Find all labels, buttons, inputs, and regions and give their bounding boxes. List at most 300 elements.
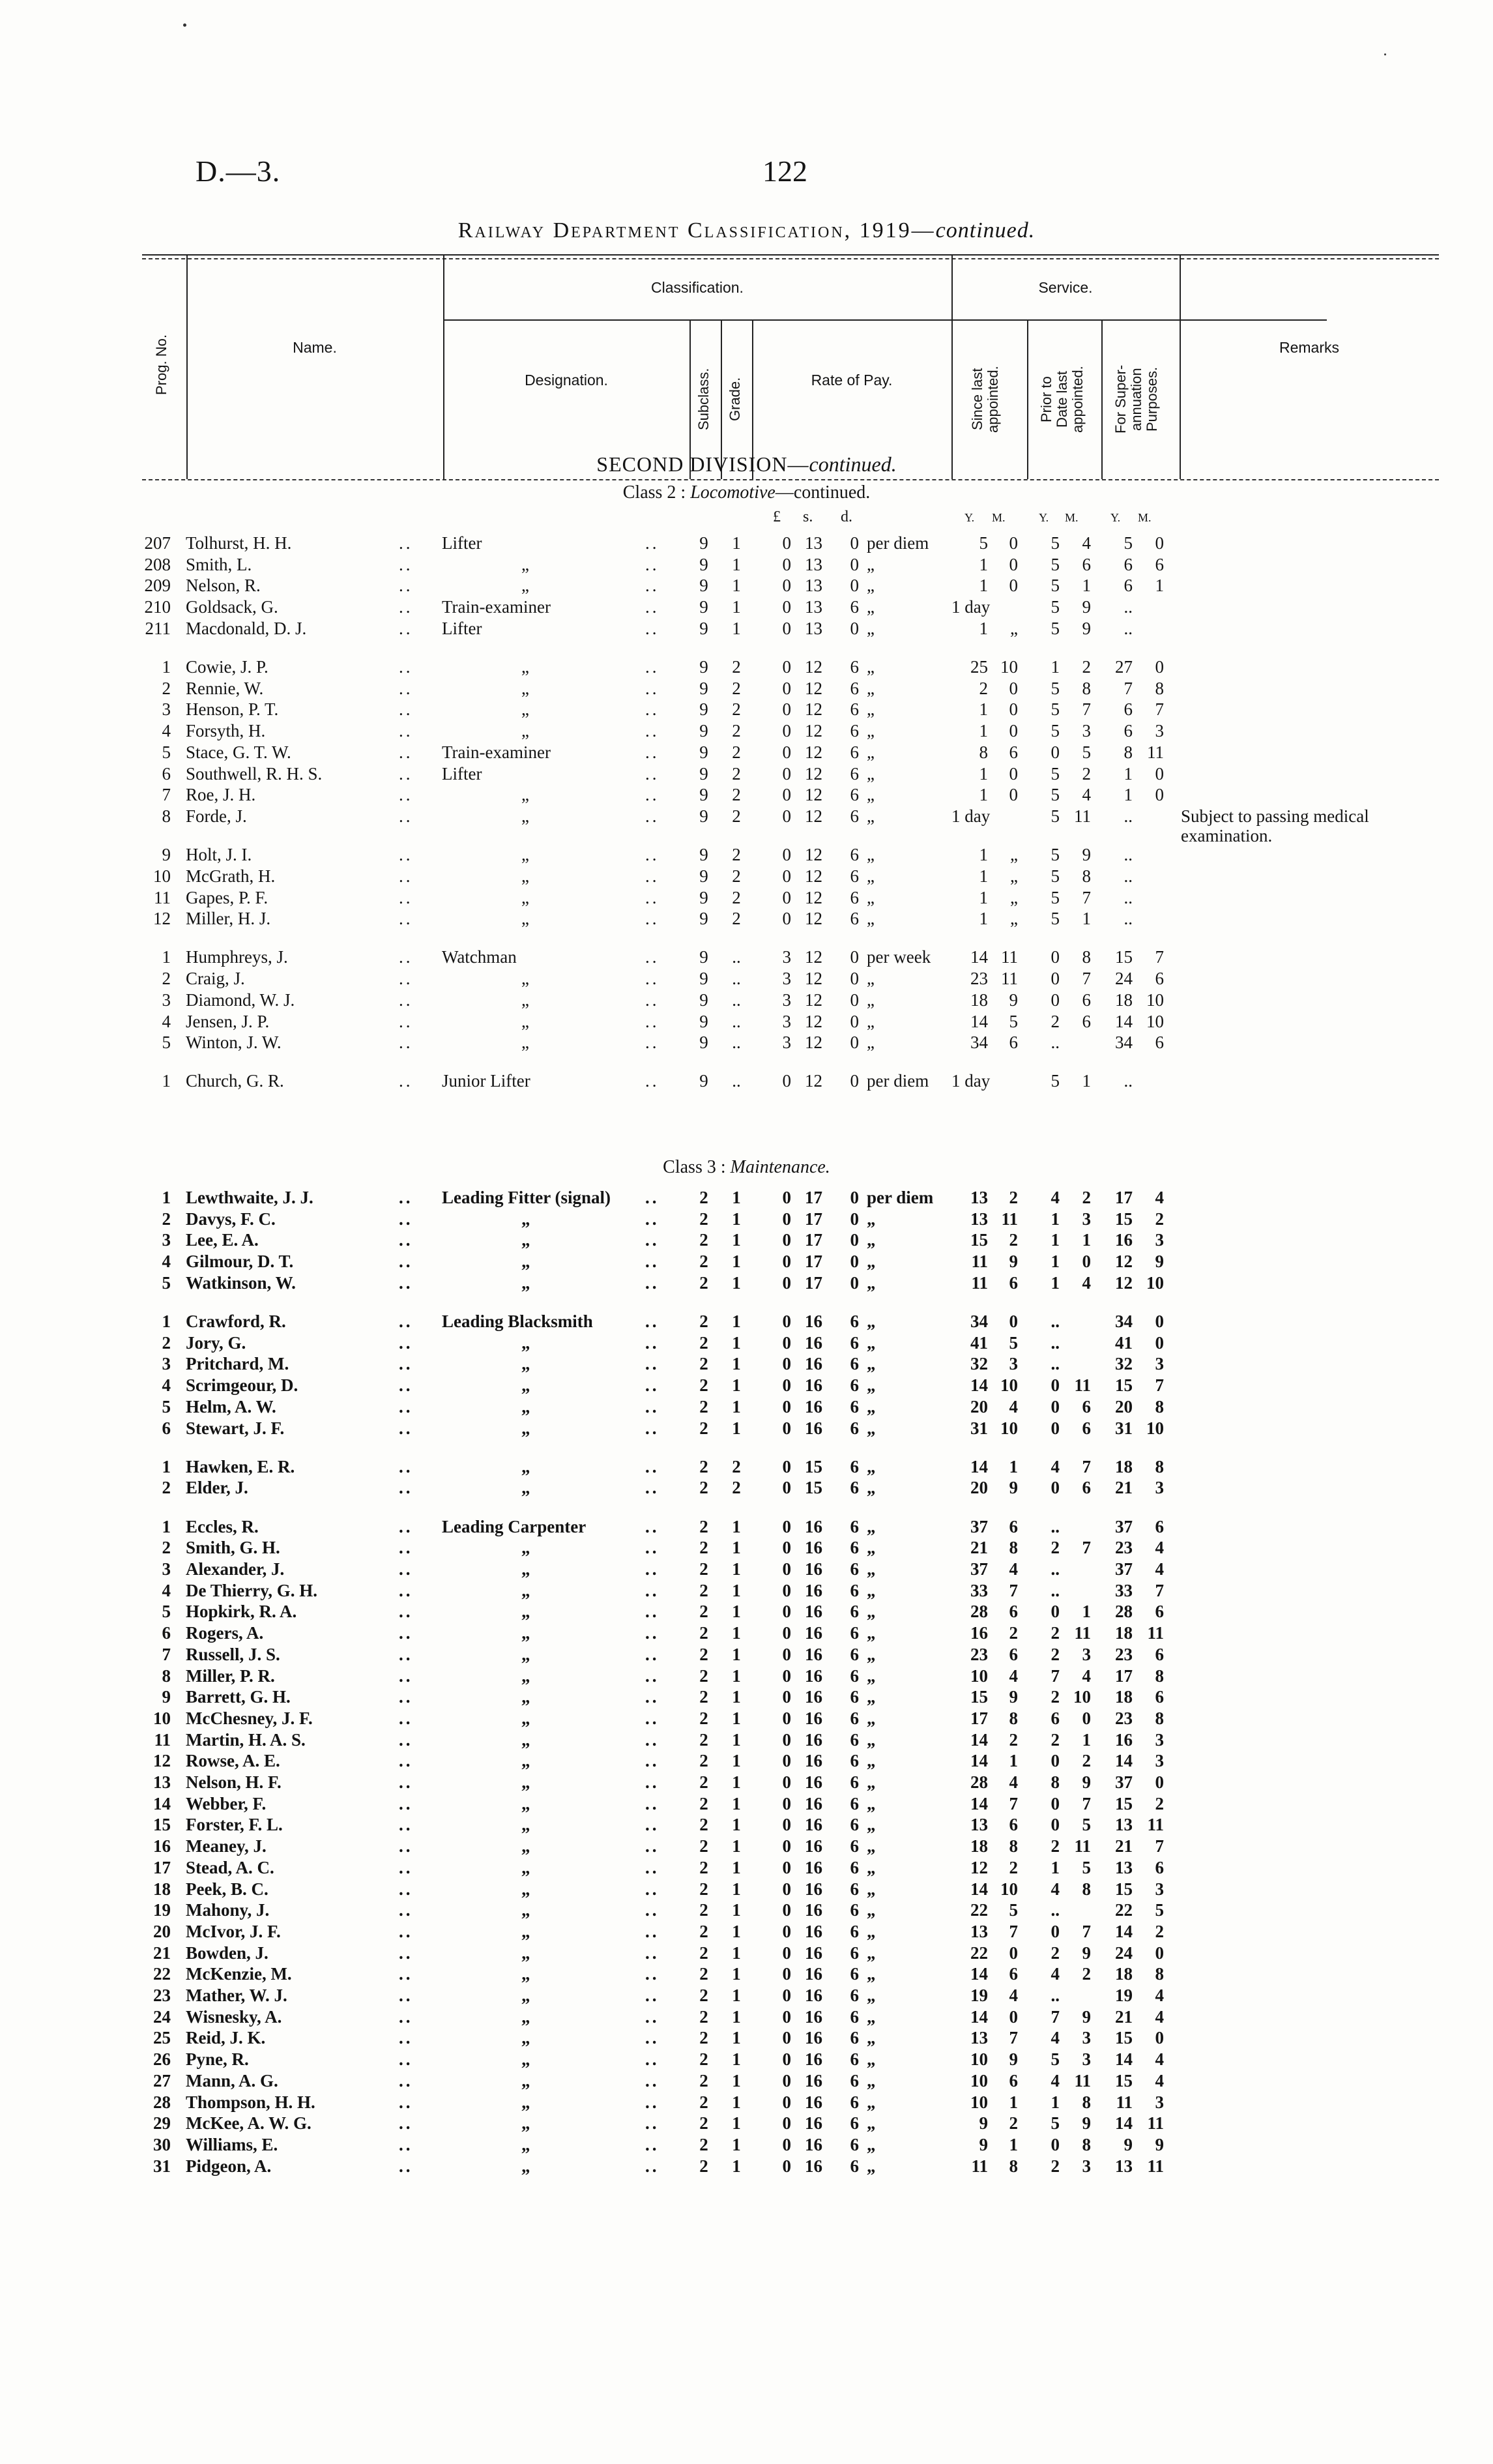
prior-months: 5 xyxy=(1082,742,1091,762)
grade: 1 xyxy=(732,1772,741,1792)
pay-period: „ xyxy=(867,1418,876,1438)
pay-shillings: 16 xyxy=(805,1836,822,1856)
pay-period: per diem xyxy=(867,533,929,553)
leader-dots: .. xyxy=(399,909,413,929)
designation: „ xyxy=(521,721,529,741)
table-row xyxy=(0,1354,1493,1373)
since-months: 7 xyxy=(1009,1793,1018,1813)
prog-no: 26 xyxy=(153,2049,171,2070)
since-months: 10 xyxy=(1000,657,1018,677)
leader-dots: .. xyxy=(399,1033,413,1053)
since-months: 8 xyxy=(1009,1708,1018,1728)
since-years: 8 xyxy=(979,742,988,762)
leader-dots: .. xyxy=(645,576,660,596)
since-years: 1 xyxy=(979,618,988,638)
designation: „ xyxy=(521,1964,530,1984)
prog-no: 3 xyxy=(162,1559,171,1579)
leader-dots: .. xyxy=(645,2070,660,2090)
pay-pence: 6 xyxy=(850,1793,859,1813)
designation: „ xyxy=(521,1375,530,1396)
leader-dots: .. xyxy=(645,1456,660,1476)
prior-years: 1 xyxy=(1051,1857,1060,1877)
subclass: 2 xyxy=(699,1354,708,1374)
table-row xyxy=(0,1581,1493,1600)
designation: „ xyxy=(521,1836,530,1856)
prior-months: 1 xyxy=(1082,1230,1091,1250)
pay-pence: 0 xyxy=(850,576,859,596)
prog-no: 4 xyxy=(162,1375,171,1396)
pay-pence: 0 xyxy=(850,990,859,1010)
subclass: 2 xyxy=(699,1188,708,1207)
since-months: 6 xyxy=(1009,1964,1018,1984)
leader-dots: .. xyxy=(645,1644,660,1664)
table-row xyxy=(0,1645,1493,1664)
pay-period: „ xyxy=(867,1538,876,1558)
prior-years: 1 xyxy=(1051,657,1060,677)
prior-months: 1 xyxy=(1082,576,1091,596)
leader-dots: .. xyxy=(645,845,660,865)
prog-no: 4 xyxy=(162,1011,171,1031)
employee-name: Russell, J. S. xyxy=(186,1644,280,1664)
super-years: .. xyxy=(1123,618,1133,638)
leader-dots: .. xyxy=(399,1772,413,1792)
pay-period: „ xyxy=(867,1857,876,1877)
subclass: 9 xyxy=(699,657,708,677)
pay-pence: 6 xyxy=(850,763,859,784)
pay-pounds: 0 xyxy=(782,1986,791,2005)
leader-dots: .. xyxy=(645,806,660,826)
pay-pounds: 0 xyxy=(782,1772,791,1792)
since-years: 13 xyxy=(970,1921,988,1941)
pay-period: „ xyxy=(867,657,875,677)
prior-months: 4 xyxy=(1082,533,1091,553)
leader-dots: .. xyxy=(399,1559,413,1579)
leader-dots: .. xyxy=(645,1559,660,1579)
prior-years: 0 xyxy=(1051,1418,1060,1438)
since-years: 21 xyxy=(970,1538,988,1558)
subclass: 2 xyxy=(699,2092,708,2112)
leader-dots: .. xyxy=(399,866,413,886)
leader-dots: .. xyxy=(399,1751,413,1771)
pay-pounds: 0 xyxy=(782,1644,791,1664)
subclass: 2 xyxy=(699,2156,708,2176)
since-years: 14 xyxy=(970,2006,988,2027)
since-months: 0 xyxy=(1009,1943,1018,1963)
pay-shillings: 16 xyxy=(805,1964,822,1984)
leader-dots: .. xyxy=(645,1272,660,1293)
leader-dots: .. xyxy=(399,597,413,617)
pay-pence: 6 xyxy=(850,2156,859,2176)
employee-name: Martin, H. A. S. xyxy=(186,1729,306,1750)
pay-pence: 0 xyxy=(850,1230,859,1250)
leader-dots: .. xyxy=(399,1729,413,1750)
prog-no: 210 xyxy=(144,597,171,617)
pay-shillings: 16 xyxy=(805,2134,822,2154)
grade: .. xyxy=(732,969,741,989)
prior-years: 0 xyxy=(1051,1751,1060,1771)
designation: „ xyxy=(521,576,529,596)
employee-name: Mann, A. G. xyxy=(186,2070,278,2090)
since-years: 22 xyxy=(970,1900,988,1920)
designation: „ xyxy=(521,1456,530,1476)
prior-years: .. xyxy=(1051,1516,1060,1536)
prog-no: 12 xyxy=(153,909,171,929)
super-years: 14 xyxy=(1115,2049,1133,2070)
pay-period: „ xyxy=(867,785,875,805)
leader-dots: .. xyxy=(645,2134,660,2154)
designation: „ xyxy=(521,2134,530,2154)
prior-months: 9 xyxy=(1082,2113,1091,2134)
prior-years: .. xyxy=(1051,1900,1060,1920)
prior-years: 2 xyxy=(1051,1538,1060,1558)
leader-dots: .. xyxy=(399,533,413,553)
super-months: 2 xyxy=(1155,1921,1164,1941)
designation: „ xyxy=(521,699,529,720)
pay-pounds: 0 xyxy=(782,1964,791,1984)
table-row xyxy=(0,1538,1493,1557)
unit-months: M. xyxy=(1138,511,1152,524)
pay-shillings: 12 xyxy=(805,969,822,989)
designation: „ xyxy=(521,554,529,574)
grade: 1 xyxy=(732,1312,741,1331)
pay-shillings: 12 xyxy=(805,699,822,720)
pay-pence: 6 xyxy=(850,1665,859,1686)
pay-pounds: 0 xyxy=(782,1230,791,1250)
prog-no: 10 xyxy=(153,866,171,886)
table-row xyxy=(0,1964,1493,1984)
designation: „ xyxy=(521,1900,530,1920)
table-row xyxy=(0,1478,1493,1497)
prior-years: 0 xyxy=(1051,1478,1060,1498)
subclass: 9 xyxy=(699,742,708,762)
subclass: 2 xyxy=(699,1332,708,1353)
subclass: 2 xyxy=(699,2028,708,2048)
prior-months: 0 xyxy=(1082,1708,1091,1728)
super-months: 8 xyxy=(1155,1396,1164,1416)
super-years: .. xyxy=(1123,866,1133,886)
designation: Leading Fitter (signal) xyxy=(442,1188,611,1207)
pay-pounds: 3 xyxy=(782,969,791,989)
since-years: 5 xyxy=(979,533,988,553)
prior-months: 2 xyxy=(1082,1751,1091,1771)
pay-pence: 0 xyxy=(850,1252,859,1272)
prior-months: 8 xyxy=(1082,2092,1091,2112)
since-years: 9 xyxy=(979,2113,988,2134)
table-row xyxy=(0,1312,1493,1331)
super-years: 6 xyxy=(1123,576,1133,596)
pay-pounds: 0 xyxy=(782,1623,791,1643)
employee-name: Macdonald, D. J. xyxy=(186,618,307,638)
since-months: 2 xyxy=(1009,2113,1018,2134)
pay-pounds: 0 xyxy=(782,1516,791,1536)
since-years: 13 xyxy=(970,1815,988,1835)
pay-pounds: 0 xyxy=(782,1879,791,1899)
pay-period: „ xyxy=(867,1478,876,1498)
pay-pence: 0 xyxy=(850,1033,859,1053)
leader-dots: .. xyxy=(645,2006,660,2027)
pay-period: „ xyxy=(867,2134,876,2154)
super-years: 8 xyxy=(1123,742,1133,762)
prog-no: 4 xyxy=(162,1252,171,1272)
grade: 1 xyxy=(732,2070,741,2090)
subclass: 2 xyxy=(699,1836,708,1856)
employee-name: Nelson, H. F. xyxy=(186,1772,282,1792)
pay-pence: 6 xyxy=(850,1538,859,1558)
column-name: Name. xyxy=(293,339,337,356)
prior-years: 0 xyxy=(1051,742,1060,762)
table-row xyxy=(0,1418,1493,1438)
pay-pence: 6 xyxy=(850,845,859,865)
pay-shillings: 16 xyxy=(805,2028,822,2048)
prog-no: 6 xyxy=(162,1623,171,1643)
pay-shillings: 17 xyxy=(805,1188,822,1207)
since-years: 37 xyxy=(970,1516,988,1536)
super-months: 0 xyxy=(1155,1772,1164,1792)
employee-name: Pritchard, M. xyxy=(186,1354,289,1374)
employee-name: Forde, J. xyxy=(186,806,247,826)
grade: .. xyxy=(732,947,741,967)
leader-dots: .. xyxy=(399,2134,413,2154)
prior-months: 9 xyxy=(1082,597,1091,617)
super-months: 6 xyxy=(1155,1857,1164,1877)
subclass: 2 xyxy=(699,1815,708,1835)
leader-dots: .. xyxy=(645,618,660,638)
prior-months: 7 xyxy=(1082,1921,1091,1941)
prior-years: 5 xyxy=(1051,576,1060,596)
employee-name: Watkinson, W. xyxy=(186,1272,296,1293)
since-months: 9 xyxy=(1009,1687,1018,1707)
leader-dots: .. xyxy=(645,1836,660,1856)
pay-period: „ xyxy=(867,1033,875,1053)
subclass: 9 xyxy=(699,1033,708,1053)
super-years: 6 xyxy=(1123,721,1133,741)
prior-years: 8 xyxy=(1051,1772,1060,1792)
super-years: 12 xyxy=(1115,1272,1133,1293)
prior-years: 0 xyxy=(1051,1375,1060,1396)
since-years: 34 xyxy=(970,1312,988,1331)
leader-dots: .. xyxy=(645,1793,660,1813)
pay-pounds: 0 xyxy=(782,887,791,907)
grade: 1 xyxy=(732,2156,741,2176)
subclass: 9 xyxy=(699,721,708,741)
section-label: Class 3 : xyxy=(663,1157,731,1177)
leader-dots: .. xyxy=(645,1418,660,1438)
super-years: 37 xyxy=(1115,1516,1133,1536)
grade: 1 xyxy=(732,1793,741,1813)
pay-period: „ xyxy=(867,1687,876,1707)
pay-pounds: 0 xyxy=(782,699,791,720)
super-months: 4 xyxy=(1155,2049,1164,2070)
pay-period: „ xyxy=(867,969,875,989)
since-months: 4 xyxy=(1009,1559,1018,1579)
pay-period: „ xyxy=(867,1375,876,1396)
super-months: 9 xyxy=(1155,1252,1164,1272)
pay-pence: 6 xyxy=(850,1559,859,1579)
pay-shillings: 16 xyxy=(805,1396,822,1416)
employee-name: Tolhurst, H. H. xyxy=(186,533,292,553)
pay-period: „ xyxy=(867,1729,876,1750)
since-years: 1 xyxy=(979,887,988,907)
employee-name: Forster, F. L. xyxy=(186,1815,283,1835)
leader-dots: .. xyxy=(645,1375,660,1396)
subclass: 2 xyxy=(699,2006,708,2027)
employee-name: Roe, J. H. xyxy=(186,785,256,805)
pay-period: „ xyxy=(867,699,875,720)
prog-no: 14 xyxy=(153,1793,171,1813)
prior-months: 6 xyxy=(1082,1418,1091,1438)
prior-years: 2 xyxy=(1051,1644,1060,1664)
subclass: 2 xyxy=(699,1751,708,1771)
prior-months: 6 xyxy=(1082,1011,1091,1031)
leader-dots: .. xyxy=(399,990,413,1010)
employee-name: Gilmour, D. T. xyxy=(186,1252,294,1272)
leader-dots: .. xyxy=(399,969,413,989)
pay-pence: 6 xyxy=(850,909,859,929)
prior-months: 11 xyxy=(1074,2070,1091,2090)
designation: Lifter xyxy=(442,618,482,638)
prog-no: 18 xyxy=(153,1879,171,1899)
subclass: 2 xyxy=(699,2070,708,2090)
pay-shillings: 12 xyxy=(805,742,822,762)
pay-shillings: 16 xyxy=(805,1900,822,1920)
prog-no: 21 xyxy=(153,1943,171,1963)
subclass: 2 xyxy=(699,1687,708,1707)
designation: „ xyxy=(521,909,529,929)
grade: 2 xyxy=(732,785,741,805)
since-months: 0 xyxy=(1009,678,1018,698)
super-months: 6 xyxy=(1155,969,1164,989)
leader-dots: .. xyxy=(399,1580,413,1600)
subclass: 2 xyxy=(699,1516,708,1536)
grade: 2 xyxy=(732,806,741,826)
subclass: 2 xyxy=(699,1986,708,2005)
since-years: 18 xyxy=(970,990,988,1010)
super-years: 27 xyxy=(1115,657,1133,677)
pay-period: „ xyxy=(867,1644,876,1664)
pay-shillings: 12 xyxy=(805,763,822,784)
since-months: „ xyxy=(1010,618,1018,638)
since-years: 12 xyxy=(970,1857,988,1877)
super-years: 13 xyxy=(1115,1815,1133,1835)
subclass: 9 xyxy=(699,1011,708,1031)
grade: 1 xyxy=(732,1900,741,1920)
designation: „ xyxy=(521,1665,530,1686)
employee-name: McChesney, J. F. xyxy=(186,1708,313,1728)
super-months: 11 xyxy=(1147,1623,1164,1643)
pay-pence: 6 xyxy=(850,2049,859,2070)
column-remarks: Remarks xyxy=(1279,339,1339,356)
since-years: 28 xyxy=(970,1772,988,1792)
grade: 1 xyxy=(732,576,741,596)
pay-pence: 0 xyxy=(850,1272,859,1293)
subclass: 9 xyxy=(699,969,708,989)
print-speck xyxy=(183,23,186,27)
grade: 2 xyxy=(732,887,741,907)
super-months: 2 xyxy=(1155,1209,1164,1229)
super-months: 6 xyxy=(1155,554,1164,574)
pay-pounds: 0 xyxy=(782,1538,791,1558)
pay-pounds: 0 xyxy=(782,1900,791,1920)
table-row xyxy=(0,888,1493,907)
super-years: 6 xyxy=(1123,699,1133,720)
prior-months: 5 xyxy=(1082,1815,1091,1835)
pay-pounds: 0 xyxy=(782,1708,791,1728)
super-years: 18 xyxy=(1115,1623,1133,1643)
since-months: 9 xyxy=(1009,990,1018,1010)
pay-shillings: 16 xyxy=(805,2092,822,2112)
since-months: 4 xyxy=(1009,1986,1018,2005)
super-months: 4 xyxy=(1155,1559,1164,1579)
since-months: 10 xyxy=(1000,1418,1018,1438)
pay-period: „ xyxy=(867,2156,876,2176)
leader-dots: .. xyxy=(645,1332,660,1353)
prior-years: 0 xyxy=(1051,1793,1060,1813)
employee-name: Thompson, H. H. xyxy=(186,2092,315,2112)
employee-name: Helm, A. W. xyxy=(186,1396,276,1416)
super-months: 8 xyxy=(1155,1665,1164,1686)
prog-no: 20 xyxy=(153,1921,171,1941)
prog-no: 207 xyxy=(144,533,171,553)
table-row xyxy=(0,619,1493,638)
pay-pence: 6 xyxy=(850,657,859,677)
subclass: 9 xyxy=(699,887,708,907)
super-years: 13 xyxy=(1115,2156,1133,2176)
division-title-main: SECOND DIVISION— xyxy=(596,452,809,476)
since-months: 10 xyxy=(1000,1879,1018,1899)
since-months: 9 xyxy=(1009,1478,1018,1498)
subclass: 9 xyxy=(699,763,708,784)
pay-period: „ xyxy=(867,554,875,574)
subclass: 9 xyxy=(699,990,708,1010)
pay-shillings: 16 xyxy=(805,1580,822,1600)
unit-pence: d. xyxy=(841,508,852,525)
super-months: 0 xyxy=(1155,1312,1164,1331)
unit-shillings: s. xyxy=(803,508,813,525)
since-years: 14 xyxy=(970,1456,988,1476)
prior-months: 7 xyxy=(1082,887,1091,907)
employee-name: Barrett, G. H. xyxy=(186,1687,291,1707)
super-years: 15 xyxy=(1115,2028,1133,2048)
table-row xyxy=(0,2156,1493,2176)
super-years: 18 xyxy=(1115,1456,1133,1476)
subclass: 2 xyxy=(699,1900,708,1920)
since-months: 1 xyxy=(1009,2134,1018,2154)
super-years: .. xyxy=(1123,845,1133,865)
grade: .. xyxy=(732,990,741,1010)
table-row xyxy=(0,845,1493,864)
pay-shillings: 13 xyxy=(805,576,822,596)
grade: 1 xyxy=(732,1602,741,1622)
designation: „ xyxy=(521,1230,530,1250)
prog-no: 3 xyxy=(162,1230,171,1250)
pay-pence: 6 xyxy=(850,1708,859,1728)
pay-period: „ xyxy=(867,1209,876,1229)
table-row xyxy=(0,2135,1493,2154)
employee-name: Lewthwaite, J. J. xyxy=(186,1188,313,1207)
super-years: .. xyxy=(1123,597,1133,617)
designation: Leading Blacksmith xyxy=(442,1312,593,1331)
pay-period: „ xyxy=(867,1272,876,1293)
pay-pounds: 0 xyxy=(782,1272,791,1293)
since-years: 1 xyxy=(979,866,988,886)
grade: 1 xyxy=(732,554,741,574)
subclass: 9 xyxy=(699,947,708,967)
subclass: 2 xyxy=(699,1456,708,1476)
prior-months: 11 xyxy=(1074,1836,1091,1856)
pay-pence: 6 xyxy=(850,1375,859,1396)
pay-pounds: 0 xyxy=(782,721,791,741)
grade: 1 xyxy=(732,1332,741,1353)
